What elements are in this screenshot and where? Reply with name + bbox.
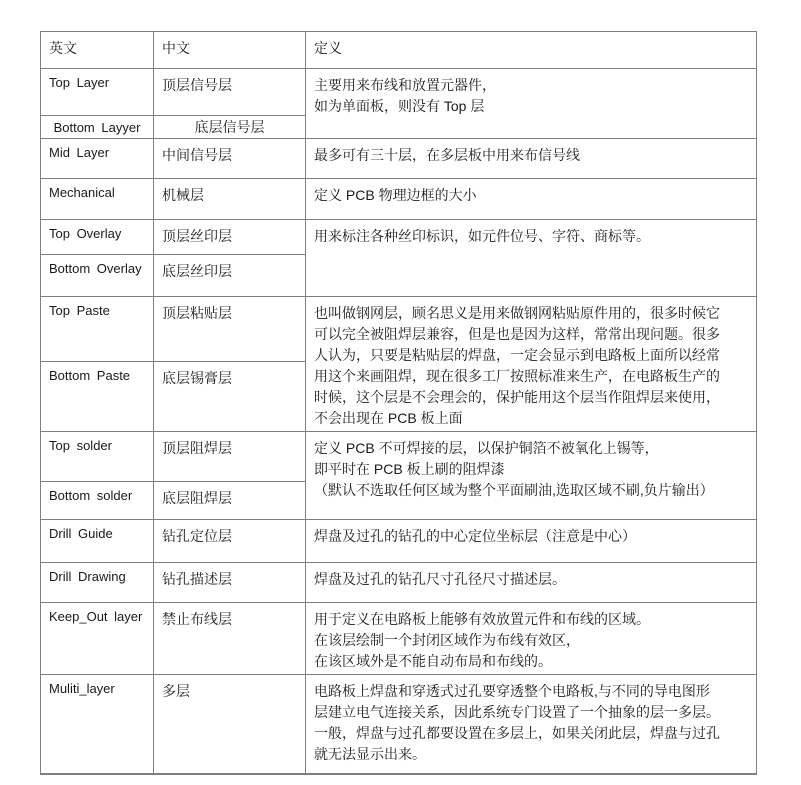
english-name-cell: Top Overlay <box>41 220 154 255</box>
table-row <box>41 432 757 482</box>
english-name-cell: Bottom solder <box>41 482 154 520</box>
chinese-name-cell: 机械层 <box>154 179 306 220</box>
column-header-chinese: 中文 <box>154 32 306 69</box>
definition-line: 不会出现在 PCB 板上面 <box>314 410 463 426</box>
definition-cell <box>306 297 757 432</box>
table-row <box>41 603 757 675</box>
english-name-cell: Bottom Overlay <box>41 255 154 297</box>
chinese-name-cell: 钻孔定位层 <box>154 520 306 563</box>
definition-cell <box>306 432 757 520</box>
chinese-name-cell: 底层锡膏层 <box>154 362 306 432</box>
pcb-layer-table <box>40 31 757 775</box>
chinese-name-cell: 顶层阻焊层 <box>154 432 306 482</box>
table-row <box>41 520 757 563</box>
definition-cell <box>306 675 757 774</box>
chinese-name-cell: 底层信号层 <box>154 116 306 139</box>
chinese-name-cell: 钻孔描述层 <box>154 563 306 603</box>
definition-cell <box>306 603 757 675</box>
english-name-cell: Drill Guide <box>41 520 154 563</box>
table-row <box>41 69 757 116</box>
definition-line: 用这个来画阻焊，现在很多工厂按照标准来生产，在电路板生产的 <box>314 368 720 384</box>
definition-line: 最多可有三十层，在多层板中用来布信号线 <box>314 147 580 163</box>
table-row <box>41 139 757 179</box>
table-body <box>41 69 757 774</box>
definition-line: 时候，这个层是不会理会的，保护能用这个层当作阻焊层来使用， <box>314 389 720 405</box>
definition-line: 用于定义在电路板上能够有效放置元件和布线的区域。 <box>314 611 650 627</box>
chinese-name-cell: 底层丝印层 <box>154 255 306 297</box>
definition-line: 用来标注各种丝印标识，如元件位号、字符、商标等。 <box>314 228 650 244</box>
chinese-name-cell: 底层阻焊层 <box>154 482 306 520</box>
english-name-cell: Top Layer <box>41 69 154 116</box>
definition-cell <box>306 220 757 297</box>
definition-line: 电路板上焊盘和穿透式过孔要穿透整个电路板,与不同的导电图形 <box>314 683 710 699</box>
chinese-name-cell: 中间信号层 <box>154 139 306 179</box>
english-name-cell: Drill Drawing <box>41 563 154 603</box>
table-row <box>41 179 757 220</box>
english-name-cell: Bottom Paste <box>41 362 154 432</box>
english-name-cell: Mid Layer <box>41 139 154 179</box>
header-row <box>41 32 757 69</box>
chinese-name-cell: 顶层信号层 <box>154 69 306 116</box>
chinese-name-cell: 顶层丝印层 <box>154 220 306 255</box>
definition-line: 在该区域外是不能自动布局和布线的。 <box>314 653 552 669</box>
definition-line: 在该层绘制一个封闭区域作为布线有效区， <box>314 632 580 648</box>
definition-line: 定义 PCB 不可焊接的层，以保护铜箔不被氧化上锡等， <box>314 440 659 456</box>
column-header-definition: 定义 <box>306 32 757 69</box>
definition-line: 焊盘及过孔的钻孔尺寸孔径尺寸描述层。 <box>314 571 566 587</box>
english-name-cell: Keep_Out layer <box>41 603 154 675</box>
definition-cell <box>306 179 757 220</box>
english-name-cell: Bottom Layyer <box>41 116 154 139</box>
definition-cell <box>306 69 757 139</box>
english-name-cell: Top Paste <box>41 297 154 362</box>
english-name-cell: Mechanical <box>41 179 154 220</box>
table-row <box>41 297 757 362</box>
definition-line: 层建立电气连接关系，因此系统专门设置了一个抽象的层一多层。 <box>314 704 720 720</box>
definition-line: 也叫做钢网层，顾名思义是用来做钢网粘贴原件用的，很多时候它 <box>314 305 720 321</box>
definition-line: 就无法显示出来。 <box>314 746 426 762</box>
table-row <box>41 563 757 603</box>
definition-cell <box>306 563 757 603</box>
column-header-english: 英文 <box>41 32 154 69</box>
table-header <box>41 32 757 69</box>
english-name-cell: Muliti_layer <box>41 675 154 774</box>
definition-line: 人认为，只要是粘贴层的焊盘，一定会显示到电路板上面所以经常 <box>314 347 720 363</box>
definition-line: 焊盘及过孔的钻孔的中心定位坐标层（注意是中心） <box>314 528 636 544</box>
table-row <box>41 675 757 774</box>
chinese-name-cell: 禁止布线层 <box>154 603 306 675</box>
definition-line: （默认不选取任何区域为整个平面刷油,选取区域不刷,负片输出） <box>314 482 714 498</box>
english-name-cell: Top solder <box>41 432 154 482</box>
definition-line: 可以完全被阻焊层兼容，但是也是因为这样，常常出现问题。很多 <box>314 326 720 342</box>
chinese-name-cell: 顶层粘贴层 <box>154 297 306 362</box>
definition-line: 即平时在 PCB 板上刷的阻焊漆 <box>314 461 505 477</box>
definition-line: 一般，焊盘与过孔都要设置在多层上，如果关闭此层，焊盘与过孔 <box>314 725 720 741</box>
table-row <box>41 220 757 255</box>
chinese-name-cell: 多层 <box>154 675 306 774</box>
definition-cell <box>306 520 757 563</box>
definition-line: 如为单面板，则没有 Top 层 <box>314 98 485 114</box>
definition-line: 主要用来布线和放置元器件， <box>314 77 496 93</box>
definition-cell <box>306 139 757 179</box>
definition-line: 定义 PCB 物理边框的大小 <box>314 187 477 203</box>
